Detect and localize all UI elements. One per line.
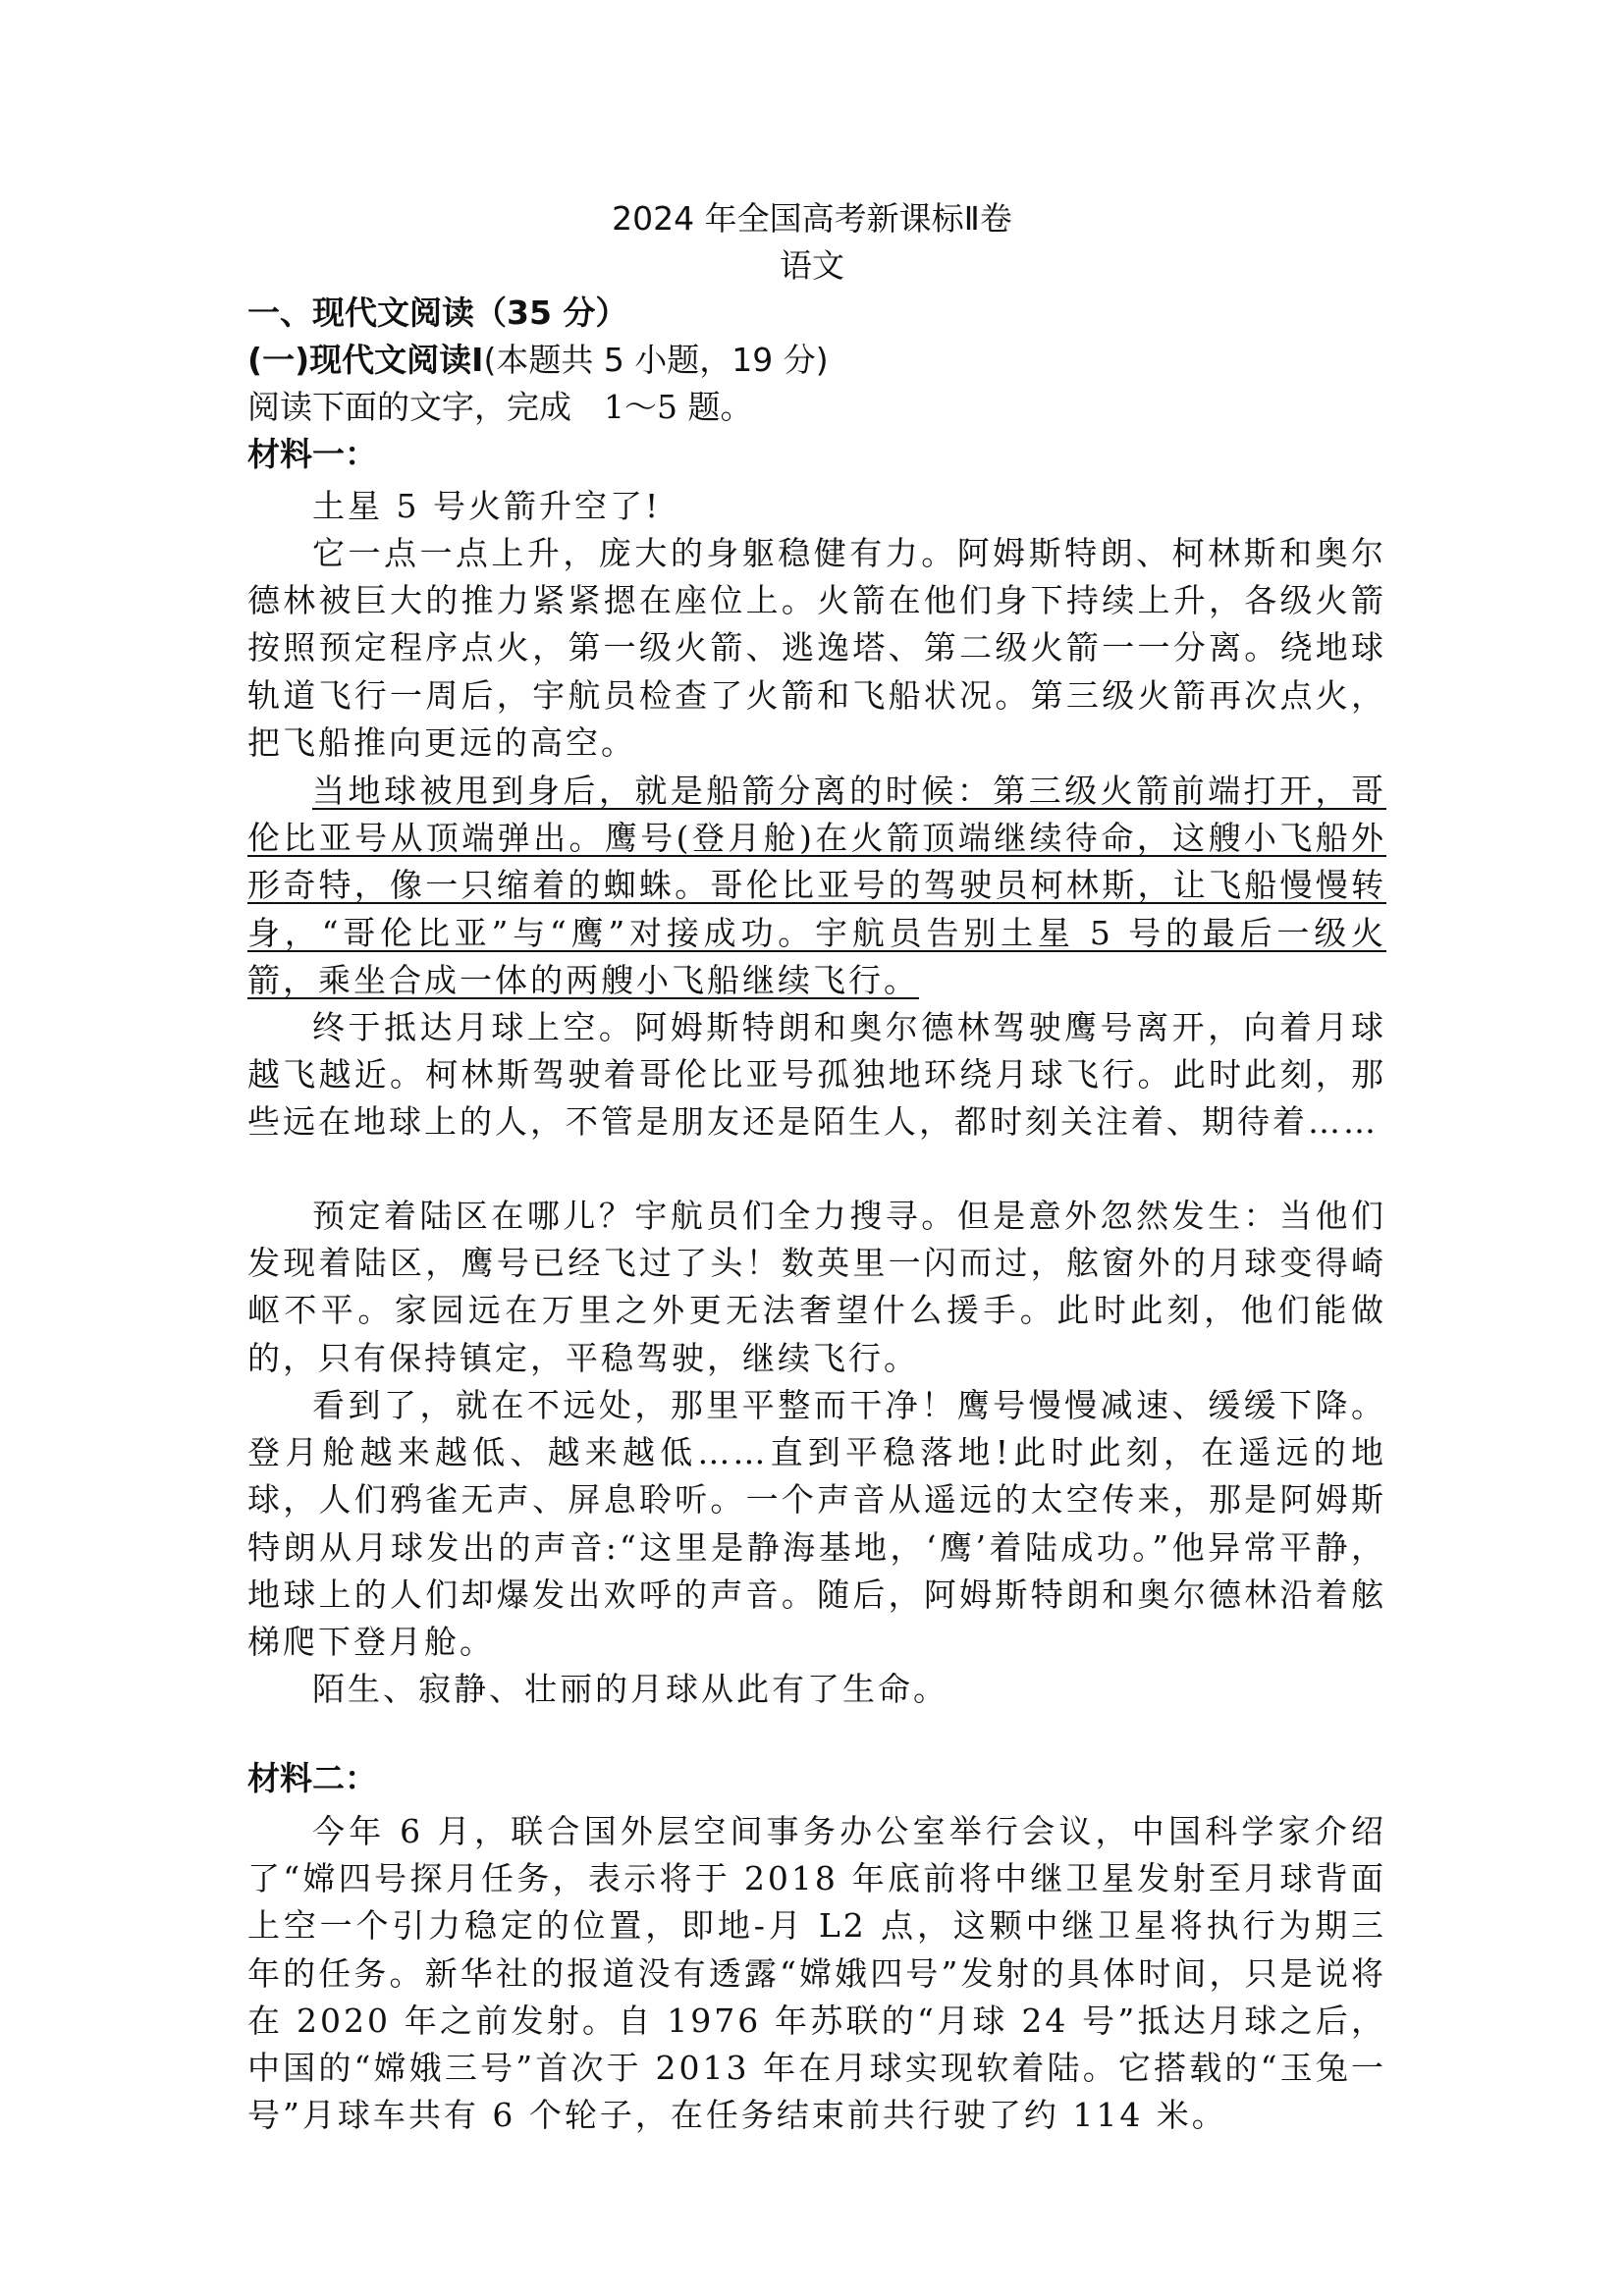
subject-title: 语文 <box>780 246 844 285</box>
subsection-heading <box>247 341 829 380</box>
material2-paragraph-1: 今年 6 月，联合国外层空间事务办公室举行会议，中国科学家介绍了“嫦四号探月任务，表示将于 2018 年底前将中继卫星发射至月球背面上空一个引力稳定的位置，即地-月 L2 点，这颗中继卫星将执行为期三年的任务。新华社的报道没有透露“嫦娥四号”发射的具体时间，只是说将在 2020 年之前发射。自 1976 年苏联的“月球 24 号”抵达月球之后，中国的“嫦娥三号”首次于 2013 年在月球实现软着陆。它搭载的“玉兔一号”月球车共有 6 个轮子，在任务结束前共行驶了约 114 米。 <box>247 1812 1386 2135</box>
material1-label: 材料一： <box>247 435 377 473</box>
material2-label: 材料二： <box>247 1759 377 1797</box>
material1-paragraph-1: 土星 5 号火箭升空了! <box>312 487 662 525</box>
subsection-title: (一)现代文阅读Ⅰ <box>247 341 484 379</box>
subsection-note: (本题共 5 小题，19 分) <box>483 341 829 379</box>
section-heading: 一、现代文阅读（35 分） <box>247 294 628 332</box>
reading-instruction: 阅读下面的文字，完成 1～5 题。 <box>247 388 753 426</box>
exam-title: 2024 年全国高考新课标Ⅱ卷 <box>612 199 1012 238</box>
material1-paragraph-3-underlined: 当地球被甩到身后，就是船箭分离的时候：第三级火箭前端打开，哥伦比亚号从顶端弹出。鹰号(登月舱)在火箭顶端继续待命，这艘小飞船外形奇特，像一只缩着的蜘蛛。哥伦比亚号的驾驶员柯林斯，让飞船慢慢转身，“哥伦比亚”与“鹰”对接成功。宇航员告别土星 5 号的最后一级火箭，乘坐合成一体的两艘小飞船继续飞行。 <box>247 772 1386 999</box>
material1-paragraph-5: 预定着陆区在哪儿？宇航员们全力搜寻。但是意外忽然发生：当他们发现着陆区，鹰号已经飞过了头！数英里一闪而过，舷窗外的月球变得崎岖不平。家园远在万里之外更无法奢望什么援手。此时此刻，他们能做的，只有保持镇定，平稳驾驶，继续飞行。 <box>247 1197 1386 1377</box>
material1-paragraph-6: 看到了，就在不远处，那里平整而干净！鹰号慢慢减速、缓缓下降。登月舱越来越低、越来越低……直到平稳落地!此时此刻，在遥远的地球，人们鸦雀无声、屏息聆听。一个声音从遥远的太空传来，那是阿姆斯特朗从月球发出的声音:“这里是静海基地，‘鹰’着陆成功。”他异常平静，地球上的人们却爆发出欢呼的声音。随后，阿姆斯特朗和奥尔德林沿着舷梯爬下登月舱。 <box>247 1386 1386 1662</box>
material1-paragraph-2: 它一点一点上升，庞大的身躯稳健有力。阿姆斯特朗、柯林斯和奥尔德林被巨大的推力紧紧摁在座位上。火箭在他们身下持续上升，各级火箭按照预定程序点火，第一级火箭、逃逸塔、第二级火箭一一分离。绕地球轨道飞行一周后，宇航员检查了火箭和飞船状况。第三级火箭再次点火，把飞船推向更远的高空。 <box>247 534 1386 762</box>
material1-paragraph-7: 陌生、寂静、壮丽的月球从此有了生命。 <box>312 1670 948 1708</box>
material1-paragraph-4: 终于抵达月球上空。阿姆斯特朗和奥尔德林驾驶鹰号离开，向着月球越飞越近。柯林斯驾驶着哥伦比亚号孤独地环绕月球飞行。此时此刻，那些远在地球上的人，不管是朋友还是陌生人，都时刻关注着、期待着…… <box>247 1008 1386 1142</box>
